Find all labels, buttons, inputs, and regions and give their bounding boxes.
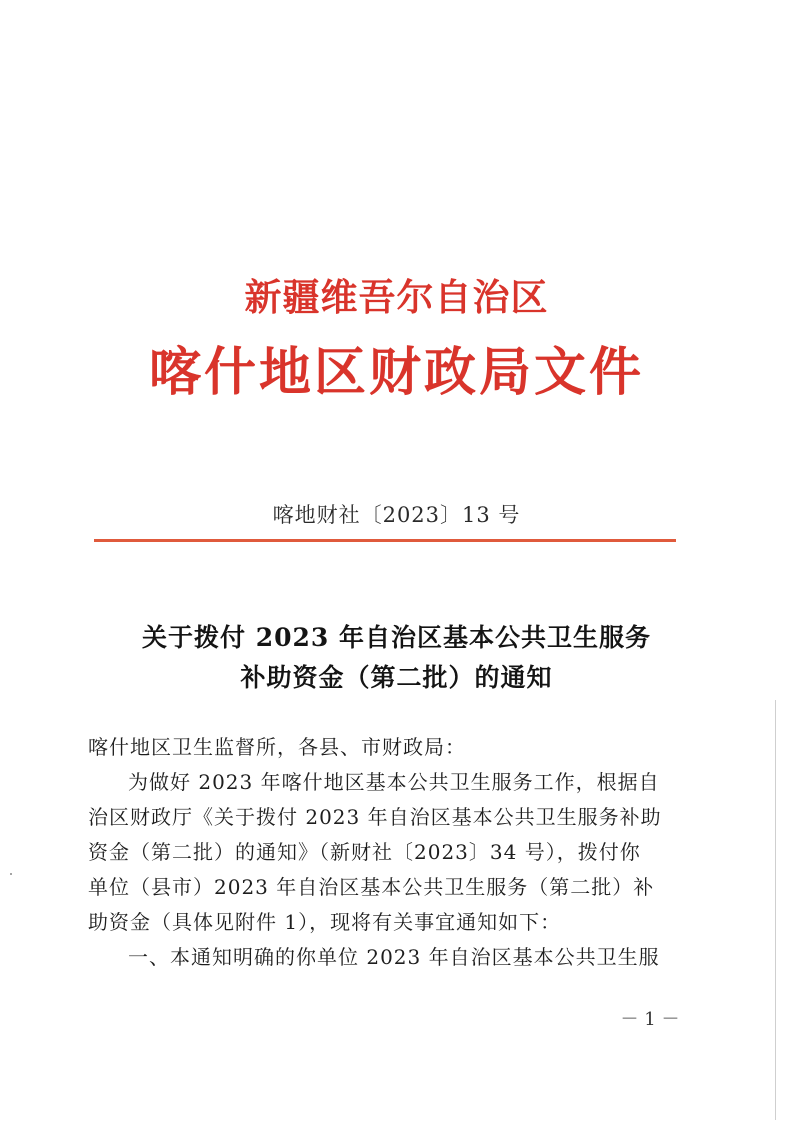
issuing-region-title: 新疆维吾尔自治区 bbox=[244, 275, 549, 319]
notice-body bbox=[88, 730, 688, 975]
body-line-5: 助资金（具体见附件 1），现将有关事宜通知如下： bbox=[88, 910, 562, 934]
body-line-6: 一、本通知明确的你单位 2023 年自治区基本公共卫生服 bbox=[128, 945, 660, 969]
document-number: 喀地财社〔2023〕13 号 bbox=[272, 503, 521, 527]
body-line-1: 为做好 2023 年喀什地区基本公共卫生服务工作，根据自 bbox=[128, 770, 660, 794]
notice-title-line-2: 补助资金（第二批）的通知 bbox=[240, 663, 553, 692]
body-line-3: 资金（第二批）的通知》（新财社〔2023〕34 号），拨付你 bbox=[88, 840, 641, 864]
scan-speck bbox=[10, 873, 12, 875]
red-divider-line bbox=[94, 539, 676, 542]
notice-title-line-1: 关于拨付 2023 年自治区基本公共卫生服务 bbox=[142, 623, 651, 652]
notice-title bbox=[60, 618, 733, 698]
body-line-2: 治区财政厅《关于拨付 2023 年自治区基本公共卫生服务补助 bbox=[88, 805, 662, 829]
addressee-line: 喀什地区卫生监督所，各县、市财政局： bbox=[88, 735, 466, 759]
page-number: － 1 － bbox=[620, 1009, 680, 1030]
body-line-4: 单位（县市）2023 年自治区基本公共卫生服务（第二批）补 bbox=[88, 875, 655, 899]
issuing-bureau-title: 喀什地区财政局文件 bbox=[148, 342, 644, 403]
scan-edge-line bbox=[775, 700, 776, 1120]
